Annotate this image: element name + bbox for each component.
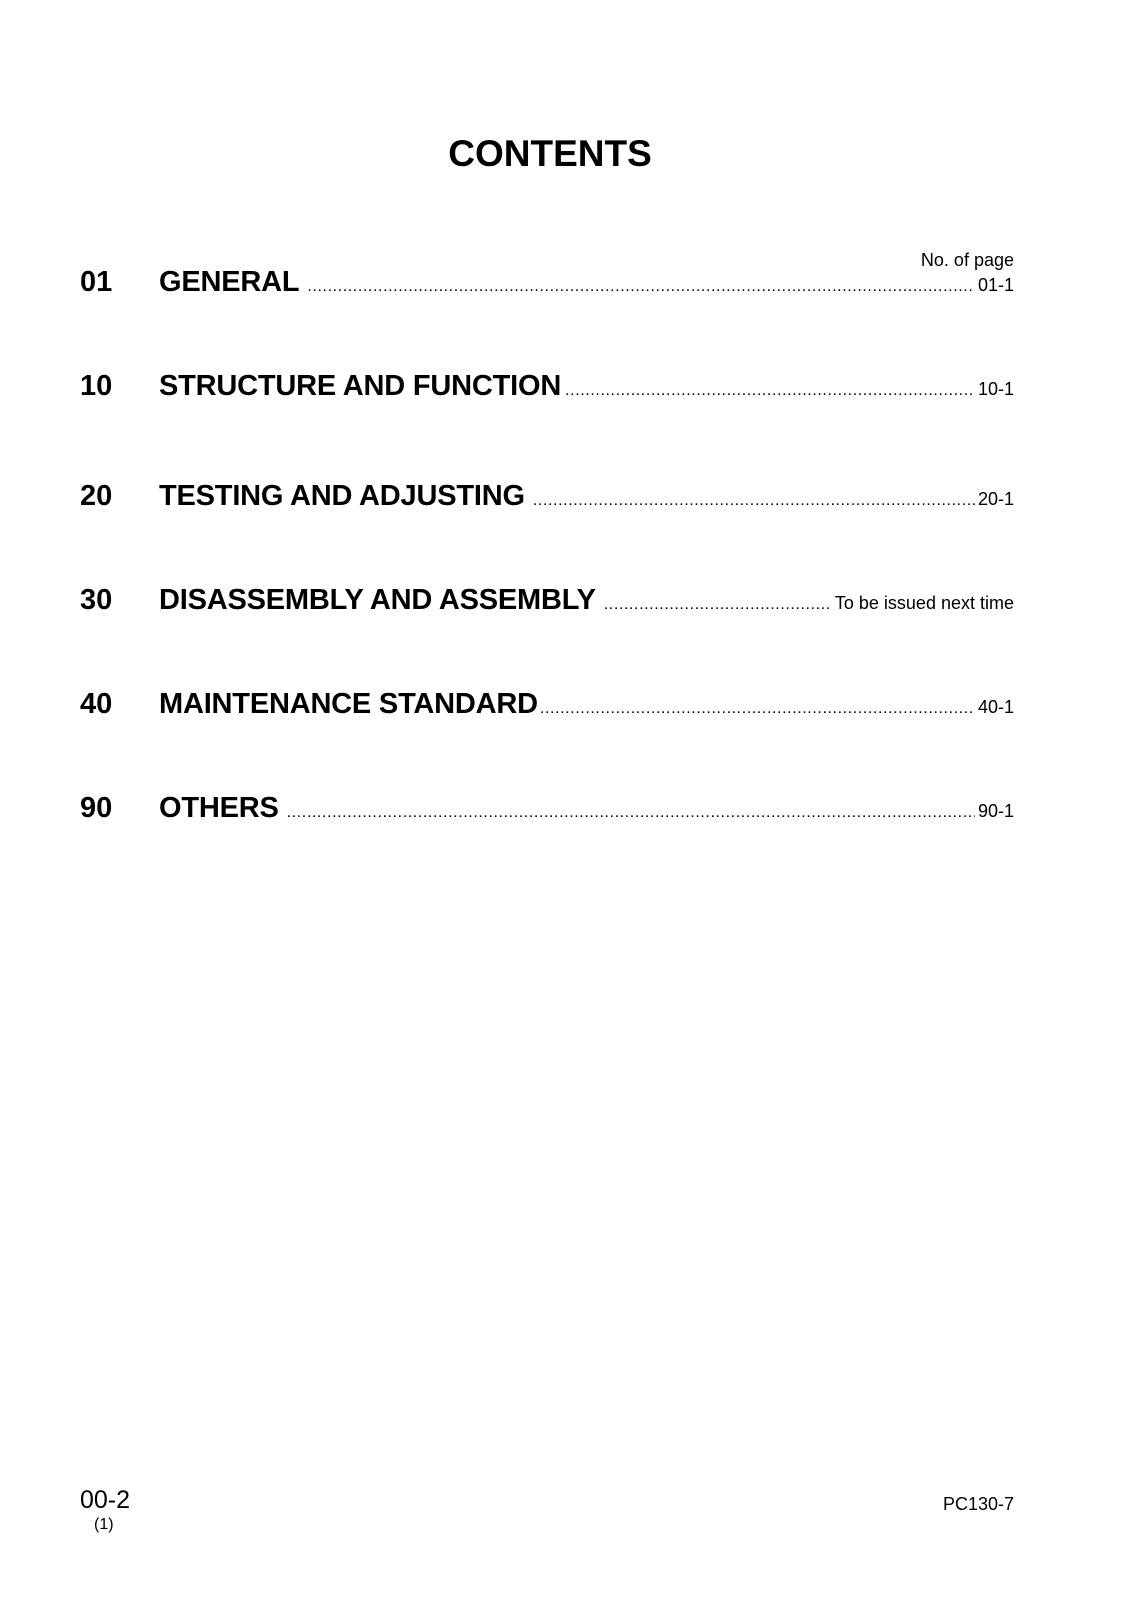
page-title: CONTENTS — [448, 133, 652, 174]
toc-entry-testing-and-adjusting[interactable] — [80, 480, 1014, 520]
section-title: TESTING AND ADJUSTING — [159, 480, 525, 512]
section-page: 01-1 — [977, 275, 1014, 295]
toc-entry-disassembly-and-assembly[interactable] — [80, 584, 1014, 624]
footer-page-number: 00-2 — [80, 1486, 131, 1514]
section-number: 10 — [80, 370, 113, 402]
dot-leader — [540, 700, 975, 718]
section-page: 40-1 — [977, 697, 1014, 717]
toc-entry-structure-and-function[interactable] — [80, 370, 1014, 410]
dot-leader — [287, 804, 975, 822]
section-page: 90-1 — [977, 801, 1014, 821]
section-number: 30 — [80, 584, 113, 616]
section-page: 20-1 — [977, 489, 1014, 509]
section-number: 01 — [80, 266, 113, 298]
section-title: GENERAL — [159, 266, 300, 298]
section-title: MAINTENANCE STANDARD — [159, 688, 538, 720]
toc-entry-general[interactable] — [80, 266, 1014, 306]
section-page: 10-1 — [977, 379, 1014, 399]
footer-revision: (1) — [94, 1516, 114, 1533]
section-number: 40 — [80, 688, 113, 720]
section-title: OTHERS — [159, 792, 279, 824]
footer-model: PC130-7 — [942, 1494, 1014, 1514]
section-number: 20 — [80, 480, 113, 512]
dot-leader — [533, 492, 975, 510]
dot-leader — [565, 382, 975, 400]
dot-leader — [604, 596, 832, 614]
toc-entry-maintenance-standard[interactable] — [80, 688, 1014, 728]
section-title: STRUCTURE AND FUNCTION — [159, 370, 562, 402]
section-number: 90 — [80, 792, 113, 824]
section-page: To be issued next time — [834, 593, 1014, 613]
dot-leader — [307, 278, 975, 296]
section-title: DISASSEMBLY AND ASSEMBLY — [159, 584, 596, 616]
page-column-header: No. of page — [920, 250, 1014, 270]
toc-entry-others[interactable] — [80, 792, 1014, 832]
